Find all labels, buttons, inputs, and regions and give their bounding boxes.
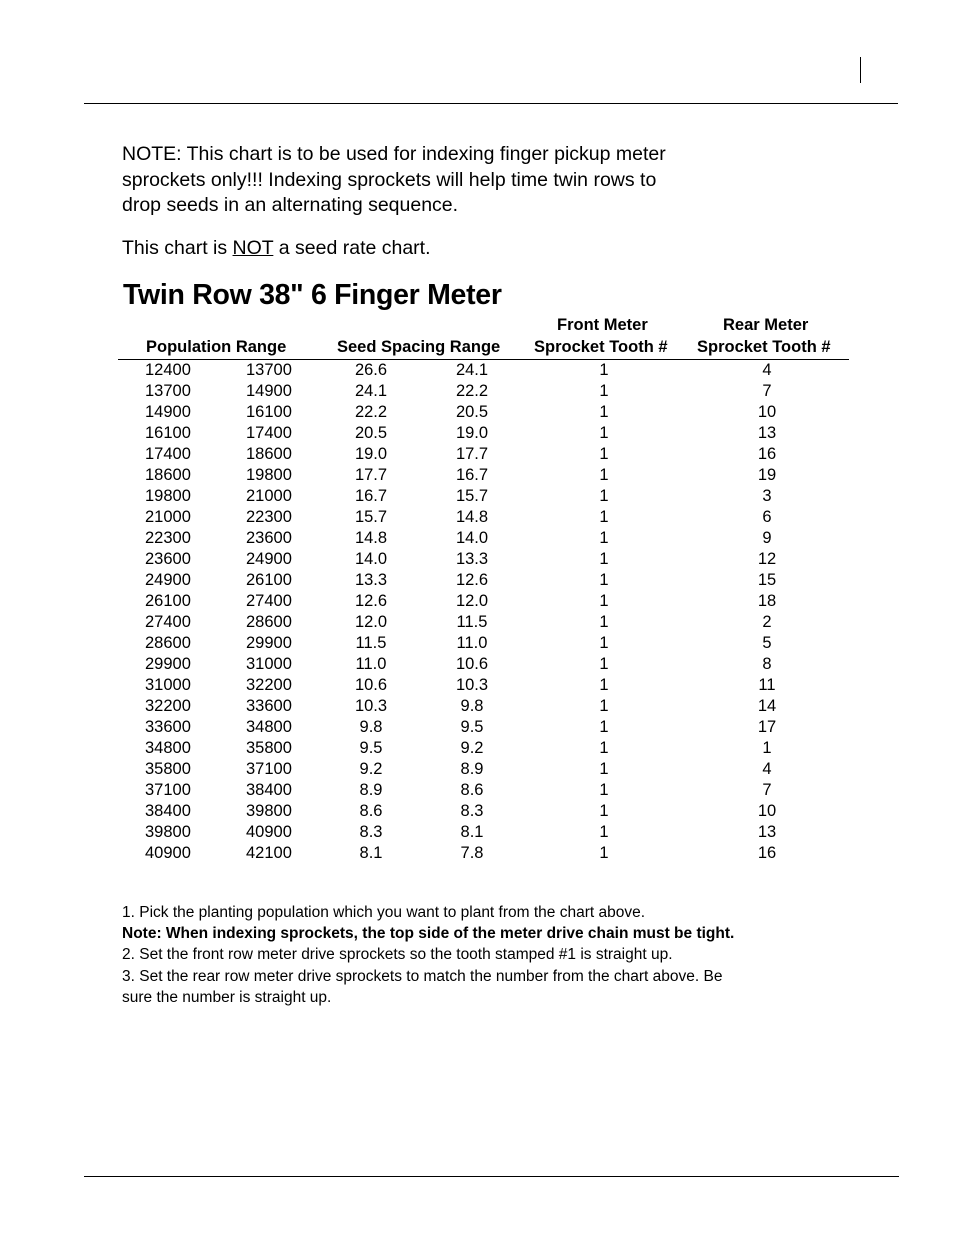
chain-tightness-warning: Note: When indexing sprockets, the top side of the meter drive chain must be tight. (122, 925, 735, 943)
rear-tooth-cell: 6 (762, 508, 772, 526)
front-tooth-cell: 1 (599, 823, 609, 841)
step-2: 2. Set the front row meter drive sprockets so the tooth stamped #1 is straight up. (122, 946, 673, 964)
population-max-cell: 28600 (246, 613, 292, 631)
spacing-max-cell: 24.1 (354, 382, 388, 400)
rear-tooth-cell: 4 (762, 361, 772, 379)
population-max-cell: 40900 (246, 823, 292, 841)
population-min-cell: 16100 (145, 424, 191, 442)
spacing-max-cell: 17.7 (354, 466, 388, 484)
header-mark (860, 57, 861, 83)
spacing-min-cell: 9.2 (460, 739, 484, 757)
population-max-cell: 22300 (246, 508, 292, 526)
spacing-min-cell: 15.7 (455, 487, 489, 505)
table-row (0, 360, 954, 381)
spacing-min-cell: 24.1 (455, 361, 489, 379)
population-min-cell: 38400 (145, 802, 191, 820)
population-min-cell: 35800 (145, 760, 191, 778)
indexing-note (122, 142, 762, 219)
rear-tooth-cell: 3 (762, 487, 772, 505)
seed-spacing-header: Seed Spacing Range (337, 338, 501, 356)
population-min-cell: 29900 (145, 655, 191, 673)
table-row (0, 570, 954, 591)
population-min-cell: 24900 (145, 571, 191, 589)
disclaimer-emphasis: NOT (232, 237, 274, 259)
step-3: 3. Set the rear row meter drive sprockets to match the number from the chart above. Be (122, 967, 723, 985)
table-row (0, 486, 954, 507)
table-row (0, 654, 954, 675)
population-min-cell: 18600 (145, 466, 191, 484)
spacing-max-cell: 10.6 (354, 676, 388, 694)
front-tooth-cell: 1 (599, 403, 609, 421)
population-min-cell: 22300 (145, 529, 191, 547)
spacing-min-cell: 12.6 (455, 571, 489, 589)
population-max-cell: 39800 (246, 802, 292, 820)
front-tooth-cell: 1 (599, 676, 609, 694)
chart-title: Twin Row 38" 6 Finger Meter (123, 279, 502, 311)
spacing-min-cell: 9.5 (460, 718, 484, 736)
spacing-max-cell: 11.0 (355, 655, 387, 673)
rear-tooth-cell: 8 (762, 655, 772, 673)
spacing-min-cell: 17.7 (455, 445, 489, 463)
rear-meter-header-bottom: Sprocket Tooth # (697, 338, 831, 356)
front-tooth-cell: 1 (599, 739, 609, 757)
front-tooth-cell: 1 (599, 445, 609, 463)
population-range-header: Population Range (146, 338, 287, 356)
population-min-cell: 28600 (145, 634, 191, 652)
front-tooth-cell: 1 (599, 781, 609, 799)
spacing-min-cell: 11.0 (456, 634, 488, 652)
rear-tooth-cell: 7 (762, 382, 772, 400)
spacing-max-cell: 12.0 (354, 613, 388, 631)
spacing-min-cell: 14.8 (455, 508, 489, 526)
spacing-max-cell: 8.9 (359, 781, 383, 799)
seed-rate-disclaimer (122, 236, 431, 260)
rear-tooth-cell: 18 (757, 592, 777, 610)
rear-tooth-cell: 10 (757, 403, 777, 421)
front-tooth-cell: 1 (599, 466, 609, 484)
rear-tooth-cell: 7 (762, 781, 772, 799)
population-max-cell: 14900 (246, 382, 292, 400)
population-max-cell: 29900 (246, 634, 292, 652)
table-row (0, 780, 954, 801)
spacing-min-cell: 11.5 (456, 613, 488, 631)
spacing-max-cell: 19.0 (354, 445, 388, 463)
population-min-cell: 31000 (145, 676, 191, 694)
population-min-cell: 19800 (145, 487, 191, 505)
step-1: 1. Pick the planting population which you want to plant from the chart above. (122, 904, 646, 921)
table-row (0, 612, 954, 633)
population-max-cell: 35800 (246, 739, 292, 757)
table-row (0, 549, 954, 570)
front-meter-header-top: Front Meter (557, 316, 648, 334)
front-tooth-cell: 1 (599, 382, 609, 400)
rear-tooth-cell: 13 (757, 424, 777, 442)
sprocket-table-body (0, 360, 954, 864)
table-row (0, 444, 954, 465)
spacing-max-cell: 11.5 (355, 634, 387, 652)
table-row (0, 591, 954, 612)
rear-tooth-cell: 14 (757, 697, 777, 715)
spacing-min-cell: 10.6 (455, 655, 489, 673)
table-row (0, 528, 954, 549)
spacing-max-cell: 16.7 (354, 487, 388, 505)
population-max-cell: 13700 (246, 361, 292, 379)
population-max-cell: 34800 (246, 718, 292, 736)
step-3-continued: sure the number is straight up. (122, 988, 332, 1006)
front-tooth-cell: 1 (599, 613, 609, 631)
population-min-cell: 40900 (145, 844, 191, 862)
spacing-min-cell: 16.7 (455, 466, 489, 484)
population-max-cell: 27400 (246, 592, 292, 610)
spacing-max-cell: 8.1 (359, 844, 383, 862)
population-min-cell: 13700 (145, 382, 191, 400)
population-max-cell: 17400 (246, 424, 292, 442)
footer-rule (84, 1176, 899, 1177)
population-max-cell: 16100 (246, 403, 292, 421)
rear-tooth-cell: 16 (757, 445, 777, 463)
front-tooth-cell: 1 (599, 697, 609, 715)
table-row (0, 696, 954, 717)
population-max-cell: 23600 (246, 529, 292, 547)
spacing-min-cell: 8.9 (460, 760, 484, 778)
population-min-cell: 12400 (145, 361, 191, 379)
spacing-max-cell: 22.2 (354, 403, 388, 421)
table-row (0, 633, 954, 654)
front-tooth-cell: 1 (599, 571, 609, 589)
table-row (0, 402, 954, 423)
rear-tooth-cell: 9 (762, 529, 772, 547)
population-max-cell: 19800 (246, 466, 292, 484)
table-row (0, 759, 954, 780)
population-max-cell: 37100 (246, 760, 292, 778)
table-row (0, 822, 954, 843)
front-tooth-cell: 1 (599, 487, 609, 505)
spacing-max-cell: 8.6 (359, 802, 383, 820)
rear-meter-header-top: Rear Meter (723, 316, 809, 334)
spacing-min-cell: 22.2 (455, 382, 489, 400)
rear-tooth-cell: 15 (757, 571, 777, 589)
population-min-cell: 14900 (145, 403, 191, 421)
rear-tooth-cell: 4 (762, 760, 772, 778)
population-max-cell: 42100 (246, 844, 292, 862)
population-min-cell: 17400 (145, 445, 191, 463)
spacing-max-cell: 9.5 (359, 739, 383, 757)
population-min-cell: 26100 (145, 592, 191, 610)
population-min-cell: 33600 (145, 718, 191, 736)
spacing-min-cell: 20.5 (455, 403, 489, 421)
spacing-max-cell: 10.3 (354, 697, 388, 715)
population-max-cell: 21000 (246, 487, 292, 505)
spacing-max-cell: 12.6 (354, 592, 388, 610)
front-tooth-cell: 1 (599, 634, 609, 652)
front-tooth-cell: 1 (599, 718, 609, 736)
rear-tooth-cell: 10 (757, 802, 777, 820)
population-max-cell: 31000 (246, 655, 292, 673)
front-tooth-cell: 1 (599, 802, 609, 820)
front-tooth-cell: 1 (599, 844, 609, 862)
spacing-min-cell: 7.8 (460, 844, 484, 862)
rear-tooth-cell: 19 (757, 466, 777, 484)
spacing-min-cell: 9.8 (460, 697, 484, 715)
front-tooth-cell: 1 (599, 550, 609, 568)
spacing-max-cell: 20.5 (354, 424, 388, 442)
note-line-3: drop seeds in an alternating sequence. (122, 194, 459, 216)
table-row (0, 675, 954, 696)
population-max-cell: 32200 (246, 676, 292, 694)
rear-tooth-cell: 1 (762, 739, 772, 757)
spacing-max-cell: 14.8 (354, 529, 388, 547)
note-line-2: sprockets only!!! Indexing sprockets will help time twin rows to (122, 168, 657, 191)
population-max-cell: 24900 (246, 550, 292, 568)
spacing-max-cell: 26.6 (354, 361, 388, 379)
population-min-cell: 23600 (145, 550, 191, 568)
spacing-min-cell: 8.3 (460, 802, 484, 820)
population-max-cell: 26100 (246, 571, 292, 589)
rear-tooth-cell: 5 (762, 634, 772, 652)
rear-tooth-cell: 17 (757, 718, 777, 736)
front-tooth-cell: 1 (599, 760, 609, 778)
spacing-min-cell: 19.0 (455, 424, 489, 442)
table-row (0, 801, 954, 822)
rear-tooth-cell: 13 (757, 823, 777, 841)
spacing-min-cell: 13.3 (455, 550, 489, 568)
spacing-min-cell: 8.1 (460, 823, 484, 841)
spacing-min-cell: 8.6 (460, 781, 484, 799)
table-row (0, 738, 954, 759)
spacing-min-cell: 10.3 (455, 676, 489, 694)
instructions (122, 902, 842, 1008)
rear-tooth-cell: 2 (762, 613, 772, 631)
population-min-cell: 34800 (145, 739, 191, 757)
population-max-cell: 18600 (246, 445, 292, 463)
population-max-cell: 38400 (246, 781, 292, 799)
spacing-max-cell: 13.3 (354, 571, 388, 589)
spacing-max-cell: 9.8 (359, 718, 383, 736)
disclaimer-prefix: This chart is (122, 237, 233, 259)
population-min-cell: 27400 (145, 613, 191, 631)
rear-tooth-cell: 11 (758, 676, 776, 694)
table-row (0, 423, 954, 444)
population-min-cell: 37100 (145, 781, 191, 799)
spacing-max-cell: 15.7 (354, 508, 388, 526)
table-row (0, 843, 954, 864)
front-tooth-cell: 1 (599, 592, 609, 610)
population-min-cell: 39800 (145, 823, 191, 841)
spacing-max-cell: 14.0 (354, 550, 388, 568)
disclaimer-suffix: a seed rate chart. (273, 237, 431, 259)
header-rule (84, 103, 898, 104)
front-tooth-cell: 1 (599, 424, 609, 442)
rear-tooth-cell: 16 (757, 844, 777, 862)
spacing-min-cell: 14.0 (455, 529, 489, 547)
table-row (0, 465, 954, 486)
population-max-cell: 33600 (246, 697, 292, 715)
table-row (0, 507, 954, 528)
front-tooth-cell: 1 (599, 361, 609, 379)
spacing-min-cell: 12.0 (455, 592, 489, 610)
population-min-cell: 32200 (145, 697, 191, 715)
note-line-1: NOTE: This chart is to be used for indexing finger pickup meter (122, 143, 666, 165)
front-tooth-cell: 1 (599, 655, 609, 673)
population-min-cell: 21000 (145, 508, 191, 526)
spacing-max-cell: 8.3 (359, 823, 383, 841)
front-tooth-cell: 1 (599, 529, 609, 547)
rear-tooth-cell: 12 (757, 550, 777, 568)
front-meter-header-bottom: Sprocket Tooth # (534, 338, 668, 356)
front-tooth-cell: 1 (599, 508, 609, 526)
table-row (0, 717, 954, 738)
spacing-max-cell: 9.2 (359, 760, 383, 778)
table-row (0, 381, 954, 402)
